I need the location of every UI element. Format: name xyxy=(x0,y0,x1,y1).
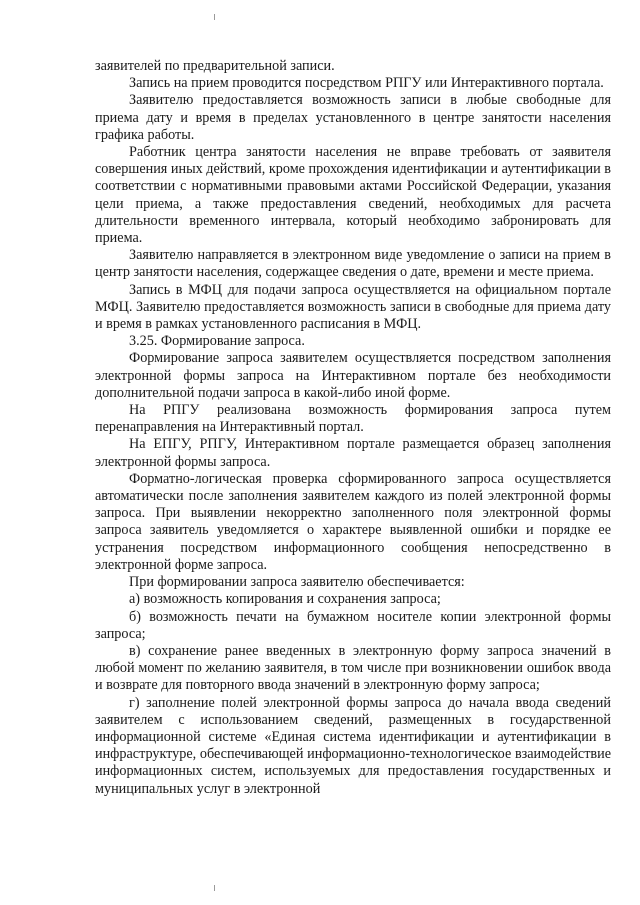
page-top-mark xyxy=(214,14,215,20)
paragraph: Формирование запроса заявителем осуществляется посредством заполнения электронной формы запроса на Интерактивном портале без необходимости дополнительной подачи запроса в какой-либо иной форме. xyxy=(95,350,611,401)
paragraph: Работник центра занятости населения не вправе требовать от заявителя совершения иных действий, кроме прохождения идентификации и аутентификации в соответствии с нормативными правовыми актами Российской Федерации, указания цели приема, а также предоставления сведений, необходимых для расчета длительности временного интервала, который необходимо забронировать для приема. xyxy=(95,144,611,247)
page-bottom-mark xyxy=(214,885,215,891)
paragraph: Запись в МФЦ для подачи запроса осуществляется на официальном портале МФЦ. Заявителю предоставляется возможность записи в свободные для приема дату и время в рамках установленного расписания в МФЦ. xyxy=(95,281,611,333)
paragraph: Форматно-логическая проверка сформированного запроса осуществляется автоматически после заполнения заявителем каждого из полей электронной формы запроса. При выявлении некорректно заполненного поля электронной формы запроса заявитель уведомляется о характере выявленной ошибки и порядке ее устранения посредством информационного сообщения непосредственно в электронной форме запроса. xyxy=(95,470,611,573)
list-item: в) сохранение ранее введенных в электронную форму запроса значений в любой момент по желанию заявителя, в том числе при возникновении ошибок ввода и возврате для повторного ввода значений в электронную форму запроса; xyxy=(95,642,611,694)
paragraph: При формировании запроса заявителю обеспечивается: xyxy=(129,574,465,591)
paragraph: заявителей по предварительной записи. xyxy=(95,58,335,74)
section-heading: 3.25. Формирование запроса. xyxy=(129,333,305,350)
document-body xyxy=(95,58,611,798)
paragraph: Запись на прием проводится посредством РПГУ или Интерактивного портала. xyxy=(129,75,604,92)
paragraph: Заявителю направляется в электронном виде уведомление о записи на прием в центр занятости населения, содержащее сведения о дате, времени и месте приема. xyxy=(95,247,611,281)
list-item: б) возможность печати на бумажном носителе копии электронной формы запроса; xyxy=(95,608,611,642)
list-item: а) возможность копирования и сохранения запроса; xyxy=(129,591,441,608)
list-item: г) заполнение полей электронной формы запроса до начала ввода сведений заявителем с использованием сведений, размещенных в государственной информационной системе «Единая система идентификации и аутентификации в инфраструктуре, обеспечивающей информационно-технологическое взаимодействие информационных систем, используемых для предоставления государственных и муниципальных услуг в электронной xyxy=(95,694,611,797)
paragraph: На ЕПГУ, РПГУ, Интерактивном портале размещается образец заполнения электронной формы запроса. xyxy=(95,436,611,470)
paragraph: Заявителю предоставляется возможность записи в любые свободные для приема дату и время в пределах установленного в центре занятости населения графика работы. xyxy=(95,92,611,143)
paragraph: На РПГУ реализована возможность формирования запроса путем перенаправления на Интерактивный портал. xyxy=(95,402,611,436)
